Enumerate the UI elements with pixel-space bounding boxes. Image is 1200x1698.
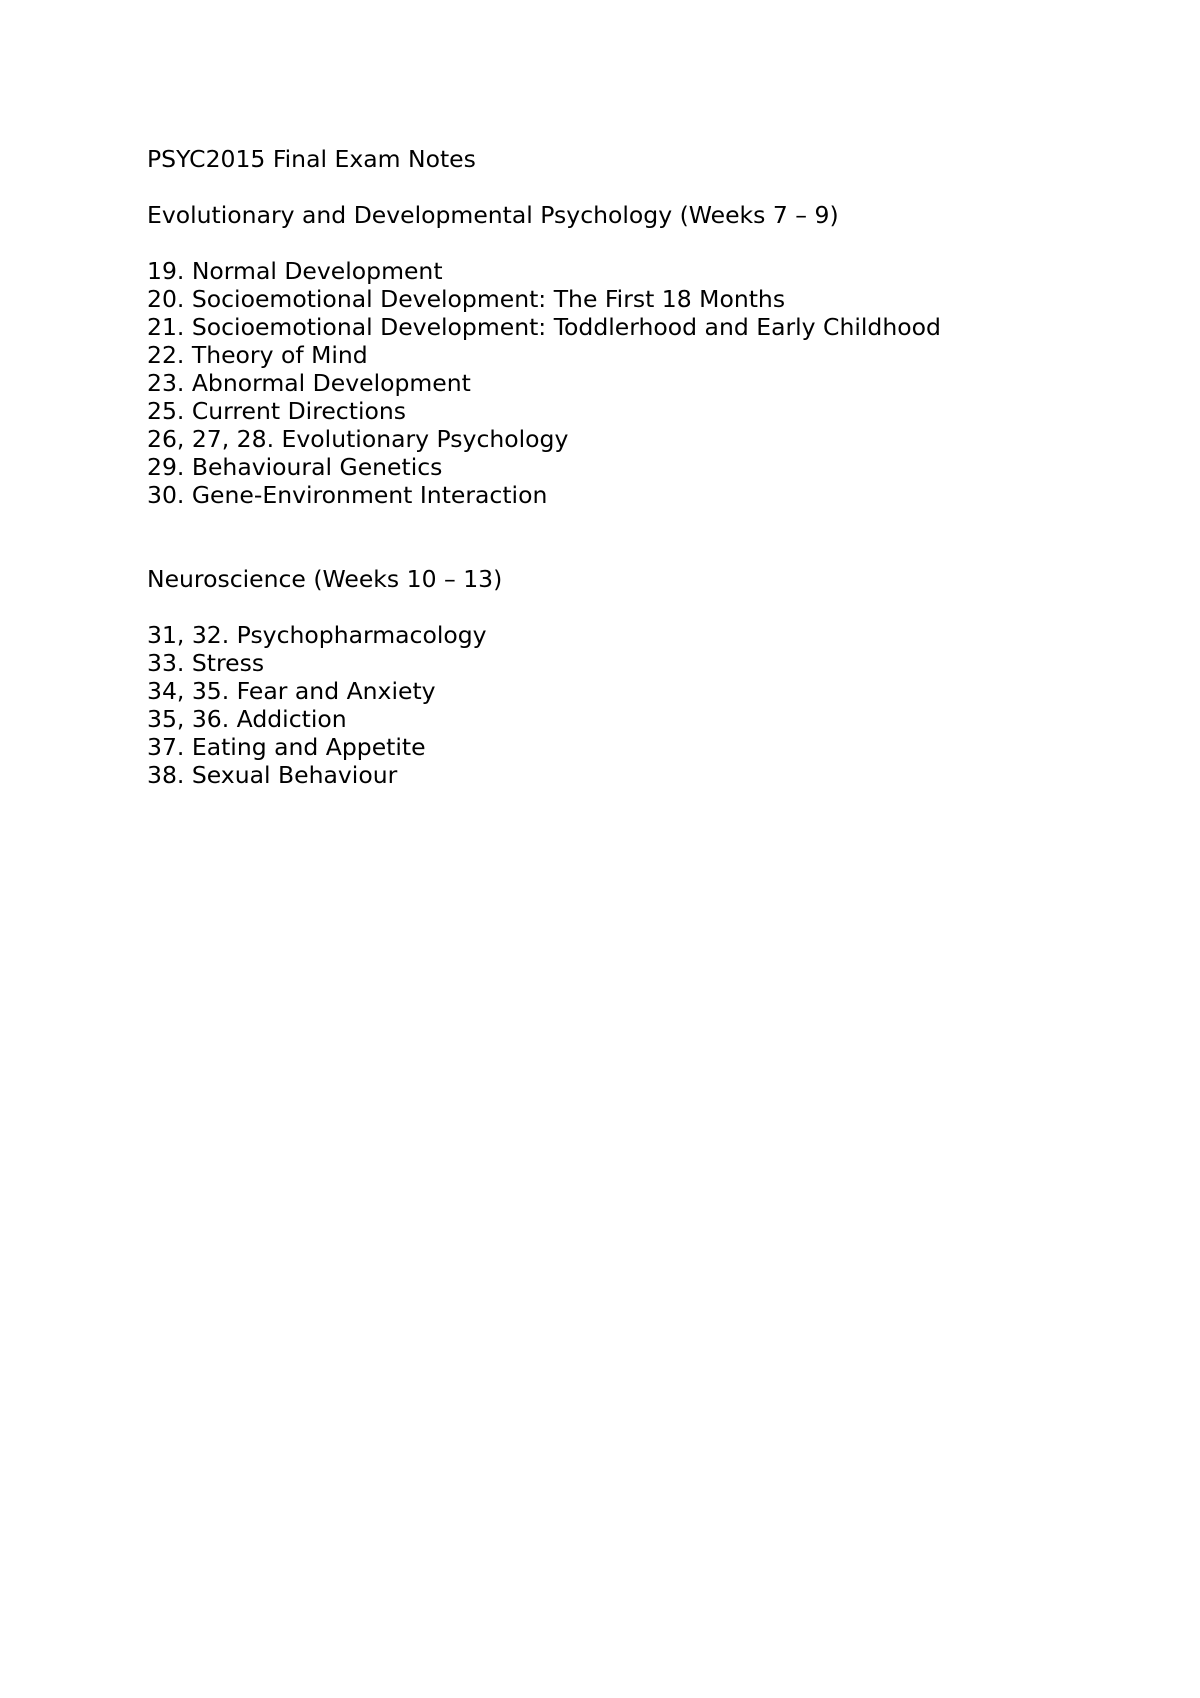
list-item: 21. Socioemotional Development: Toddlerhood and Early Childhood (147, 313, 941, 341)
section-evolutionary-developmental (147, 201, 1107, 509)
list-item: 29. Behavioural Genetics (147, 453, 443, 481)
section-heading: Evolutionary and Developmental Psychology (Weeks 7 – 9) (147, 201, 839, 229)
list-item: 31, 32. Psychopharmacology (147, 621, 487, 649)
section-neuroscience (147, 565, 1107, 789)
list-item: 19. Normal Development (147, 257, 443, 285)
list-item: 26, 27, 28. Evolutionary Psychology (147, 425, 569, 453)
list-item: 33. Stress (147, 649, 265, 677)
document-title: PSYC2015 Final Exam Notes (147, 145, 476, 173)
list-item: 30. Gene-Environment Interaction (147, 481, 548, 509)
list-item: 22. Theory of Mind (147, 341, 368, 369)
topic-list (147, 621, 1107, 789)
document-body (147, 145, 1107, 789)
list-item: 25. Current Directions (147, 397, 406, 425)
list-item: 35, 36. Addiction (147, 705, 347, 733)
list-item: 34, 35. Fear and Anxiety (147, 677, 436, 705)
list-item: 20. Socioemotional Development: The First 18 Months (147, 285, 786, 313)
section-spacer (147, 509, 1107, 565)
topic-list (147, 257, 1107, 509)
list-item: 23. Abnormal Development (147, 369, 471, 397)
list-item: 38. Sexual Behaviour (147, 761, 398, 789)
section-heading: Neuroscience (Weeks 10 – 13) (147, 565, 503, 593)
list-item: 37. Eating and Appetite (147, 733, 426, 761)
